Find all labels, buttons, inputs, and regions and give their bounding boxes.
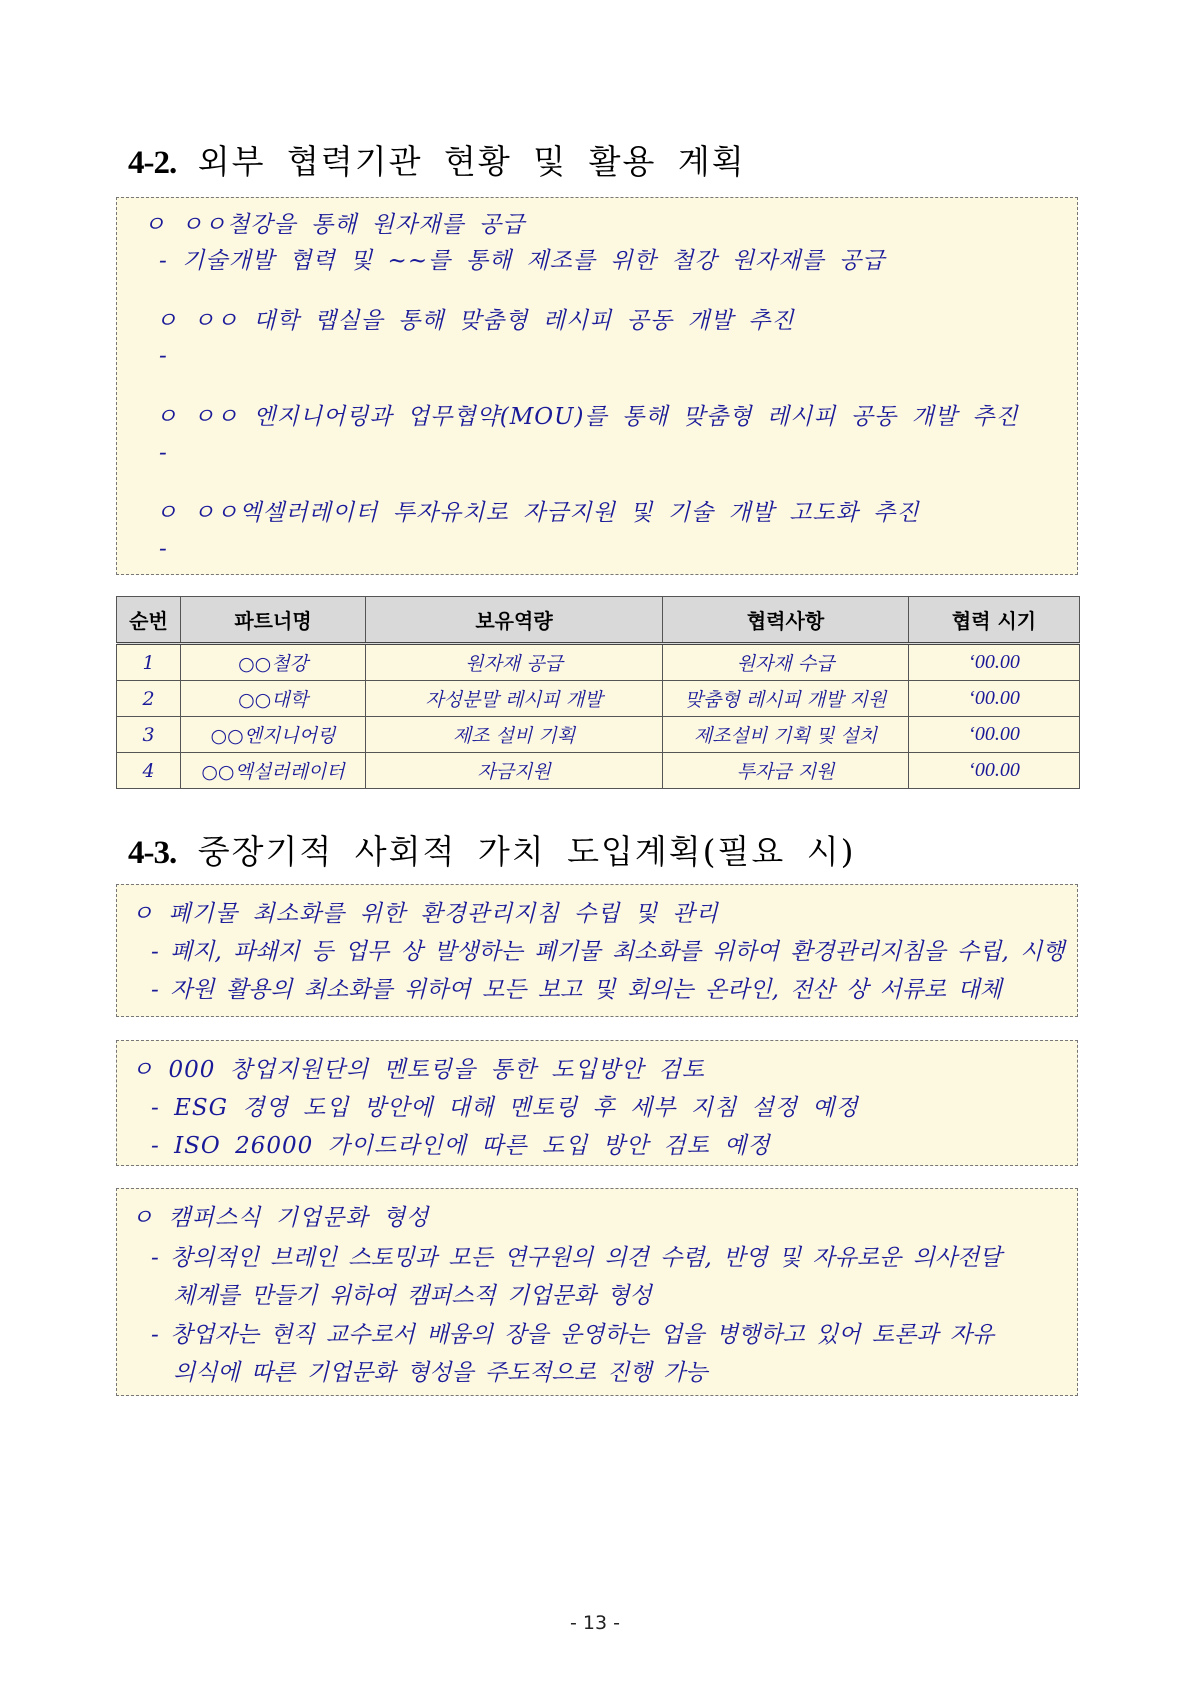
- cell-seq: 1: [117, 644, 181, 681]
- cell-capability: 원자재 공급: [366, 644, 663, 681]
- cell-seq: 3: [117, 717, 181, 753]
- section-number: 4-3.: [128, 835, 177, 871]
- section-title: 중장기적 사회적 가치 도입계획(필요 시): [197, 832, 856, 871]
- cell-capability: 자성분말 레시피 개발: [366, 681, 663, 717]
- cell-period: ‘00.00: [909, 753, 1080, 789]
- box2-item: ㅇ 000 창업지원단의 멘토링을 통한 도입방안 검토: [131, 1057, 705, 1083]
- cell-cooperation: 투자금 지원: [663, 753, 909, 789]
- box1-detail-1: - 폐지, 파쇄지 등 업무 상 발생하는 폐기물 최소화를 위하여 환경관리지침을 수립, 시행: [151, 939, 1065, 965]
- cell-cooperation: 제조설비 기획 및 설치: [663, 717, 909, 753]
- header-partner-name: 파트너명: [181, 597, 366, 644]
- plan-item-2: ㅇ ㅇㅇ 대학 랩실을 통해 맞춤형 레시피 공동 개발 추진: [155, 308, 795, 334]
- table-header-row: [117, 597, 1080, 644]
- table-row: [117, 717, 1080, 753]
- cell-partner-name: ○○철강: [181, 644, 366, 681]
- plan-item-1-detail: - 기술개발 협력 및 ~~를 통해 제조를 위한 철강 원자재를 공급: [159, 248, 886, 274]
- box3-detail-1-cont: 체계를 만들기 위하여 캠퍼스적 기업문화 형성: [173, 1283, 652, 1309]
- header-capability: 보유역량: [366, 597, 663, 644]
- partner-table: [116, 596, 1080, 789]
- header-cooperation: 협력사항: [663, 597, 909, 644]
- plan-item-4: ㅇ ㅇㅇ엑셀러레이터 투자유치로 자금지원 및 기술 개발 고도화 추진: [155, 500, 920, 526]
- header-seq: 순번: [117, 597, 181, 644]
- plan-item-3-detail: -: [159, 440, 168, 466]
- cell-seq: 4: [117, 753, 181, 789]
- header-period: 협력 시기: [909, 597, 1080, 644]
- esg-mentoring-box: [116, 1040, 1078, 1166]
- cell-period: ‘00.00: [909, 717, 1080, 753]
- cell-cooperation: 원자재 수급: [663, 644, 909, 681]
- plan-item-4-detail: -: [159, 536, 168, 562]
- plan-item-1: ㅇ ㅇㅇ철강을 통해 원자재를 공급: [143, 212, 526, 238]
- box2-detail-1: - ESG 경영 도입 방안에 대해 멘토링 후 세부 지침 설정 예정: [151, 1095, 859, 1121]
- plan-item-2-detail: -: [159, 343, 168, 369]
- table-row: [117, 644, 1080, 681]
- table-row: [117, 753, 1080, 789]
- table-row: [117, 681, 1080, 717]
- cell-period: ‘00.00: [909, 681, 1080, 717]
- cell-partner-name: ○○엑설러레이터: [181, 753, 366, 789]
- section-title: 외부 협력기관 현황 및 활용 계획: [197, 142, 746, 181]
- box1-item: ㅇ 폐기물 최소화를 위한 환경관리지침 수립 및 관리: [131, 901, 719, 927]
- plan-item-3: ㅇ ㅇㅇ 엔지니어링과 업무협약(MOU)를 통해 맞춤형 레시피 공동 개발 추진: [155, 404, 1019, 430]
- cell-capability: 제조 설비 기획: [366, 717, 663, 753]
- page-number: - 13 -: [570, 1612, 620, 1634]
- cell-partner-name: ○○엔지니어링: [181, 717, 366, 753]
- box3-detail-2-cont: 의식에 따른 기업문화 형성을 주도적으로 진행 가능: [173, 1360, 708, 1386]
- cell-cooperation: 맞춤형 레시피 개발 지원: [663, 681, 909, 717]
- section-4-2-heading: [128, 136, 746, 183]
- box3-detail-2: - 창업자는 현직 교수로서 배움의 장을 운영하는 업을 병행하고 있어 토론과 자유: [151, 1322, 995, 1348]
- cell-partner-name: ○○대학: [181, 681, 366, 717]
- box3-detail-1: - 창의적인 브레인 스토밍과 모든 연구원의 의견 수렴, 반영 및 자유로운 의사전달: [151, 1245, 1002, 1271]
- campus-culture-box: [116, 1188, 1078, 1396]
- cell-seq: 2: [117, 681, 181, 717]
- cell-period: ‘00.00: [909, 644, 1080, 681]
- waste-minimization-box: [116, 884, 1078, 1017]
- section-4-3-heading: [128, 826, 856, 873]
- cell-capability: 자금지원: [366, 753, 663, 789]
- cooperation-plan-box: [116, 197, 1078, 575]
- box2-detail-2: - ISO 26000 가이드라인에 따른 도입 방안 검토 예정: [151, 1133, 771, 1159]
- section-number: 4-2.: [128, 145, 177, 181]
- box3-item: ㅇ 캠퍼스식 기업문화 형성: [131, 1205, 430, 1231]
- box1-detail-2: - 자원 활용의 최소화를 위하여 모든 보고 및 회의는 온라인, 전산 상 서류로 대체: [151, 977, 1002, 1003]
